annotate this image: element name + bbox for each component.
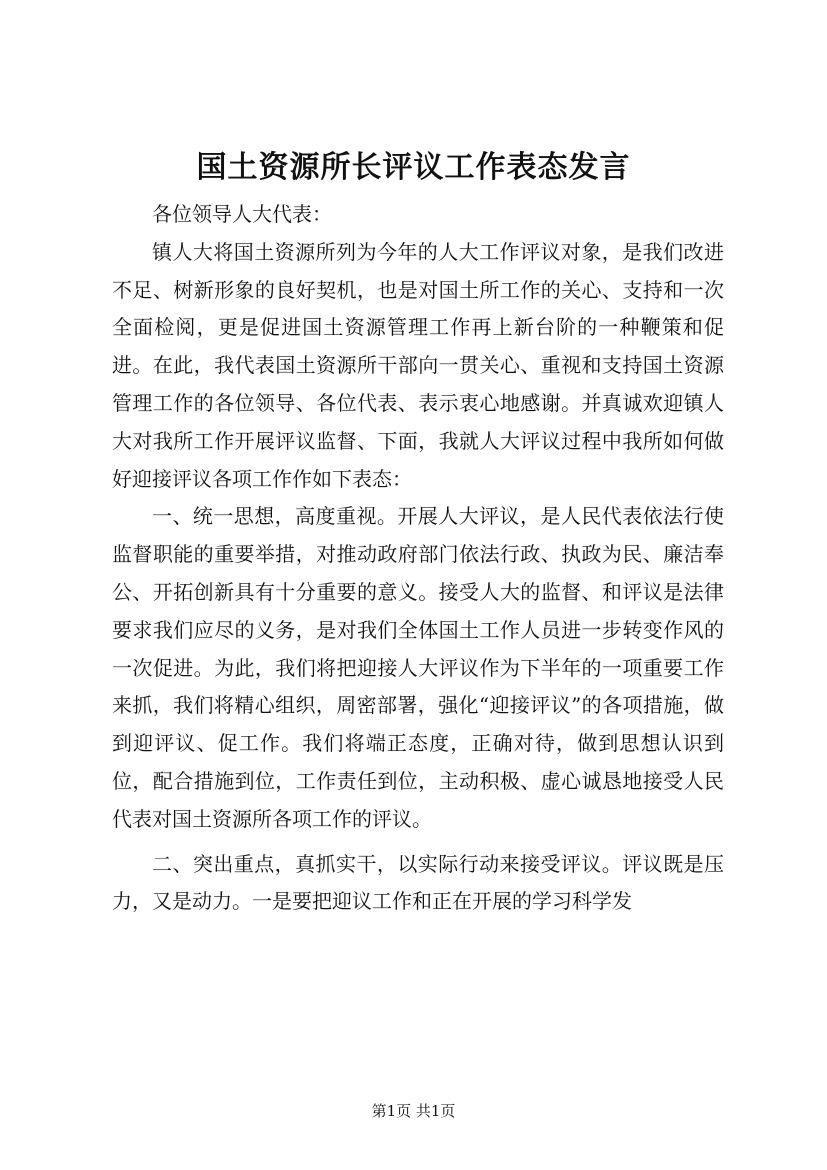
paragraph-intro: 镇人大将国土资源所列为今年的人大工作评议对象，是我们改进不足、树新形象的良好契机，也是对国土所工作的关心、支持和一次全面检阅，更是促进国土资源管理工作再上新台阶的一种鞭策和促进。在此，我代表国土资源所干部向一贯关心、重视和支持国土资源管理工作的各位领导、各位代表、表示衷心地感谢。并真诚欢迎镇人大对我所工作开展评议监督、下面，我就人大评议过程中我所如何做好迎接评议各项工作作如下表态：: [112, 239, 724, 491]
document-title: 国土资源所长评议工作表态发言: [196, 150, 631, 185]
paragraph-section-two: 二、突出重点，真抓实干，以实际行动来接受评议。评议既是压力，又是动力。一是要把迎议工作和正在开展的学习科学发: [112, 851, 724, 914]
salutation: 各位领导人大代表：: [152, 202, 332, 226]
paragraph-section-one: 一、统一思想，高度重视。开展人大评议，是人民代表依法行使监督职能的重要举措，对推动政府部门依法行政、执政为民、廉洁奉公、开拓创新具有十分重要的意义。接受人大的监督、和评议是法律要求我们应尽的义务，是对我们全体国土工作人员进一步转变作风的一次促进。为此，我们将把迎接人大评议作为下半年的一项重要工作来抓，我们将精心组织，周密部署，强化“迎接评议”的各项措施，做到迎评议、促工作。我们将端正态度，正确对待，做到思想认识到位，配合措施到位，工作责任到位，主动积极、虚心诚恳地接受人民代表对国土资源所各项工作的评议。: [112, 504, 724, 831]
document-body: [112, 196, 724, 921]
page-footer: 第1页 共1页: [371, 1102, 456, 1120]
